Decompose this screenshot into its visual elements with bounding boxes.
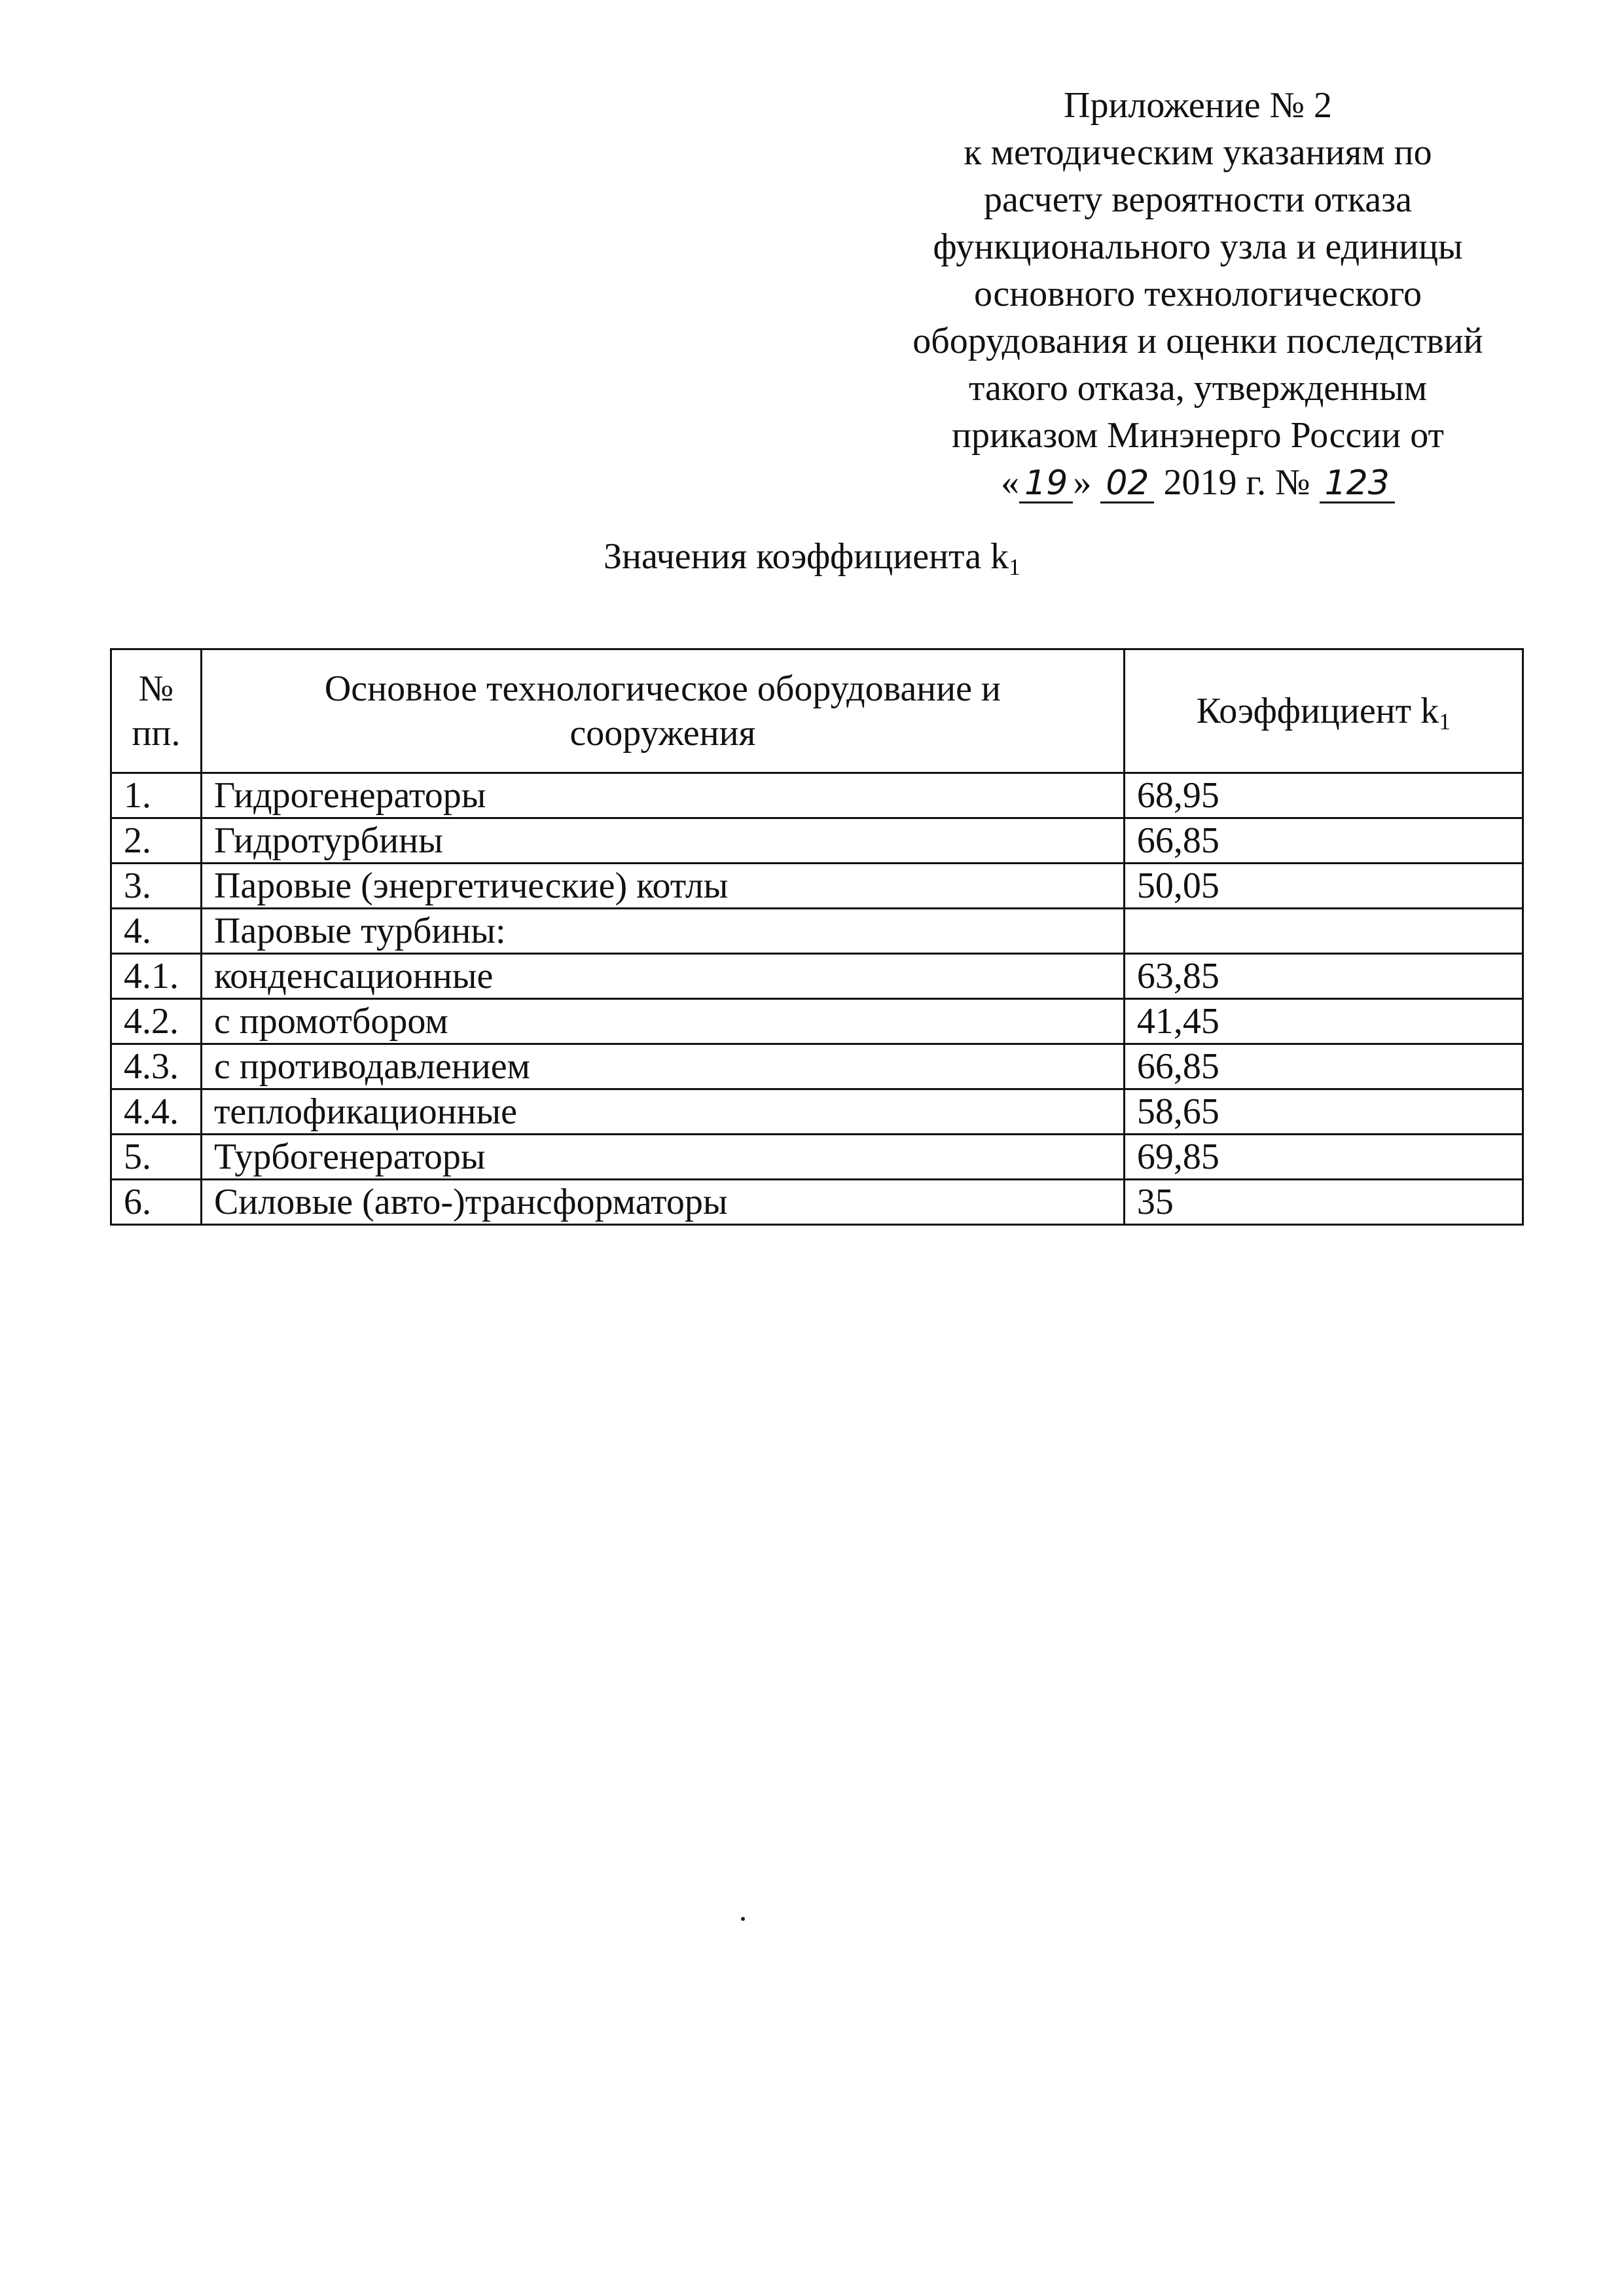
header-line: основного технологического — [973, 274, 1422, 314]
header-num-line1: № — [138, 668, 174, 709]
header-name-line1: Основное технологическое оборудование и — [324, 668, 1001, 709]
row-value: 41,45 — [1124, 999, 1523, 1044]
row-num: 4.1. — [111, 954, 202, 999]
row-value: 35 — [1124, 1180, 1523, 1225]
row-value: 66,85 — [1124, 818, 1523, 864]
row-num: 6. — [111, 1180, 202, 1225]
header-num — [111, 649, 202, 773]
row-num: 4.2. — [111, 999, 202, 1044]
table-title — [0, 534, 1624, 579]
table-title-text: Значения коэффициента k — [603, 536, 1009, 577]
row-name: Турбогенераторы — [201, 1135, 1124, 1180]
appendix-header — [871, 82, 1525, 506]
header-line: к методическим указаниям по — [964, 132, 1432, 173]
header-line: оборудования и оценки последствий — [912, 321, 1483, 361]
row-num: 4. — [111, 909, 202, 954]
order-date-line — [871, 459, 1525, 506]
coefficient-table — [110, 648, 1524, 1226]
close-quote: » — [1073, 462, 1092, 503]
handwritten-day: 19 — [1019, 465, 1073, 503]
row-name: Силовые (авто-)трансформаторы — [201, 1180, 1124, 1225]
table-row — [111, 818, 1523, 864]
row-name: с промотбором — [201, 999, 1124, 1044]
scan-speck — [741, 1917, 745, 1921]
header-name — [201, 649, 1124, 773]
row-name: Паровые турбины: — [201, 909, 1124, 954]
row-name: Гидрогенераторы — [201, 773, 1124, 818]
header-line: такого отказа, утвержденным — [968, 368, 1428, 409]
table-title-subscript: 1 — [1009, 554, 1021, 580]
year-and-number-label: 2019 г. № — [1163, 462, 1310, 503]
row-num: 3. — [111, 864, 202, 909]
header-value — [1124, 649, 1523, 773]
header-value-text: Коэффициент k — [1196, 691, 1439, 731]
row-num: 1. — [111, 773, 202, 818]
table-row — [111, 864, 1523, 909]
header-name-line2: сооружения — [569, 713, 756, 754]
row-name: с противодавлением — [201, 1044, 1124, 1089]
table-row — [111, 954, 1523, 999]
row-value: 63,85 — [1124, 954, 1523, 999]
row-name: Гидротурбины — [201, 818, 1124, 864]
row-num: 2. — [111, 818, 202, 864]
handwritten-order-number: 123 — [1320, 465, 1395, 503]
row-value — [1124, 909, 1523, 954]
row-num: 5. — [111, 1135, 202, 1180]
row-value: 50,05 — [1124, 864, 1523, 909]
table-row — [111, 1044, 1523, 1089]
row-value: 68,95 — [1124, 773, 1523, 818]
table-row — [111, 1180, 1523, 1225]
row-num: 4.3. — [111, 1044, 202, 1089]
header-num-line2: пп. — [132, 713, 181, 754]
row-name: теплофикационные — [201, 1089, 1124, 1135]
row-num: 4.4. — [111, 1089, 202, 1135]
header-line: Приложение № 2 — [1064, 85, 1332, 126]
header-line: функционального узла и единицы — [933, 227, 1463, 267]
table-row — [111, 1089, 1523, 1135]
open-quote: « — [1001, 462, 1020, 503]
table-header-row — [111, 649, 1523, 773]
table-row — [111, 999, 1523, 1044]
handwritten-month: 02 — [1100, 465, 1154, 503]
header-line: приказом Минэнерго России от — [951, 415, 1444, 456]
row-value: 66,85 — [1124, 1044, 1523, 1089]
row-name: конденсационные — [201, 954, 1124, 999]
table-row — [111, 1135, 1523, 1180]
row-value: 58,65 — [1124, 1089, 1523, 1135]
row-name: Паровые (энергетические) котлы — [201, 864, 1124, 909]
header-line: расчету вероятности отказа — [983, 179, 1413, 220]
header-value-subscript: 1 — [1439, 708, 1451, 735]
row-value: 69,85 — [1124, 1135, 1523, 1180]
table-row — [111, 773, 1523, 818]
table-row — [111, 909, 1523, 954]
